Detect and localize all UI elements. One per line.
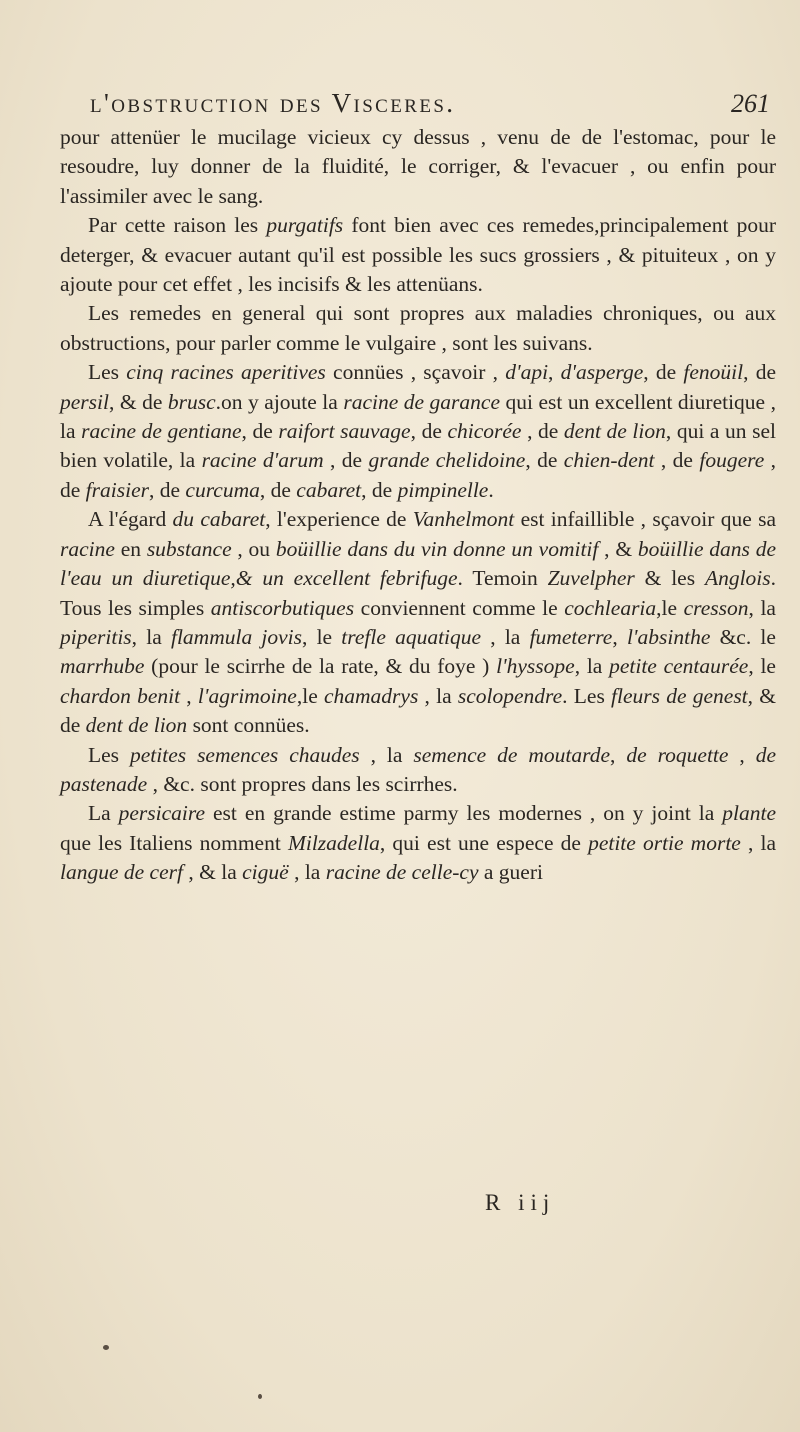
text-run: , de (743, 360, 777, 385)
italic-term: scolopendre (457, 683, 563, 708)
paragraph-p4 (60, 358, 776, 505)
italic-term: persicaire (118, 801, 206, 826)
italic-term: substance (146, 536, 232, 561)
text-run: , le (302, 624, 342, 649)
text-run: , (612, 624, 627, 649)
text-run: , la (359, 742, 414, 767)
italic-term: boüillie dans du vin donne un vomitif (275, 536, 599, 561)
text-run: font bien avec ces remedes,principalement pour deterger, & evacuer autant qu'il est possible les sucs grossiers , & pituiteux , on y ajoute pour cet effet , les incisifs & les attenüans. (60, 213, 776, 297)
text-run: La (88, 801, 119, 826)
text-run: , de (654, 448, 700, 473)
italic-term: racine de celle-cy (325, 860, 479, 885)
text-run: pour attenüer le mucilage vicieux cy dessus , venu de de l'estomac, pour le resoudre, luy donner de la fluidité, le corriger, & l'evacuer , ou enfin pour l'assimiler avec le sang. (60, 125, 776, 208)
text-run: Les remedes en general qui sont propres aux maladies chroniques, ou aux obstructions, pour parler comme le vulgaire , sont les suivans. (60, 301, 776, 355)
text-run: , de (259, 477, 297, 502)
page-number: 261 (731, 89, 770, 118)
text-run: ,le (296, 683, 324, 708)
text-run: Les (88, 742, 130, 767)
italic-term: dent de lion (563, 419, 666, 444)
italic-term: cochlearia (564, 595, 657, 620)
italic-term: boüillie dans de l'eau un diuretique,& un excellent febrifuge (60, 536, 776, 591)
italic-term: fenoüil (683, 360, 744, 385)
italic-term: Anglois (704, 566, 771, 591)
text-run: , la (288, 860, 326, 885)
text-run: , de (241, 419, 279, 444)
text-run: Par cette raison les (88, 213, 267, 238)
italic-term: l'absinthe (626, 624, 711, 649)
italic-term: raifort sauvage (278, 419, 411, 444)
text-run: &c. le (710, 624, 776, 649)
italic-term: ciguë (242, 860, 289, 885)
italic-term: d'api (505, 360, 549, 385)
text-run: , le (748, 654, 776, 679)
text-run: .on y ajoute la (215, 389, 344, 414)
paragraph-p1 (60, 123, 776, 211)
ink-spot (103, 1345, 109, 1350)
text-run: , & (598, 536, 638, 561)
italic-term: cinq racines aperitives (126, 360, 326, 385)
text-run: ,le (656, 595, 684, 620)
text-run: , &c. sont propres dans les scirrhes. (147, 771, 458, 796)
text-run: sont connües. (187, 713, 310, 738)
text-run: , ou (231, 536, 276, 561)
text-run: , l'experience de (265, 507, 413, 532)
paragraph-p6 (60, 741, 776, 800)
text-run: est en grande estime parmy les modernes , on y joint la (205, 801, 723, 826)
italic-term: d'asperge (560, 360, 644, 385)
text-run: conviennent comme le (354, 595, 565, 620)
body-text (60, 123, 776, 888)
paragraph-p2 (60, 211, 776, 299)
italic-term: petites semences chaudes (130, 742, 360, 767)
signature-mark: R iij (485, 1190, 556, 1215)
text-run: & les (634, 566, 705, 591)
italic-term: du cabaret (172, 507, 266, 532)
text-run: . Les (562, 683, 612, 708)
italic-term: chicorée (447, 419, 522, 444)
italic-term: piperitis (60, 624, 132, 649)
italic-term: fraisier (85, 477, 149, 502)
text-run: . Tous les simples (60, 566, 777, 620)
italic-term: racine d'arum (201, 448, 324, 473)
italic-term: trefle aquatique (341, 624, 482, 649)
italic-term: cabaret (296, 477, 362, 502)
text-run: , & de (108, 389, 168, 414)
italic-term: pimpinelle (397, 477, 489, 502)
text-run: , (728, 742, 756, 767)
italic-term: fleurs de genest (611, 683, 748, 708)
text-run: , de (410, 419, 448, 444)
text-run: (pour le scirrhe de la rate, & du foye ) (144, 654, 497, 679)
text-run: , de (643, 360, 684, 385)
italic-term: Zuvelpher (547, 566, 635, 591)
italic-term: semence de moutarde (413, 742, 611, 767)
running-title: l'obstruction des Visceres. (90, 88, 456, 118)
ink-spot (258, 1394, 262, 1399)
italic-term: plante (722, 801, 776, 826)
text-run: connües , sçavoir , (325, 360, 506, 385)
italic-term: curcuma (185, 477, 260, 502)
text-run: , de (525, 448, 564, 473)
italic-term: petite centaurée (609, 654, 749, 679)
text-run: qui est un excellent diuretique , la (60, 389, 776, 444)
italic-term: racine de garance (343, 389, 500, 414)
text-run: , (548, 360, 561, 385)
paragraph-p5 (60, 505, 776, 740)
italic-term: langue de cerf (60, 860, 183, 885)
text-run: a gueri (478, 860, 543, 885)
text-run: , la (418, 683, 458, 708)
italic-term: brusc (167, 389, 216, 414)
italic-term: chardon benit (60, 683, 181, 708)
italic-term: dent de lion (85, 713, 188, 738)
text-run: . (488, 477, 494, 502)
text-run: , de (521, 419, 564, 444)
italic-term: flammula jovis (170, 624, 302, 649)
text-run: A l'égard (88, 507, 173, 532)
italic-term: purgatifs (266, 213, 344, 238)
text-run: que les Italiens nomment (60, 830, 288, 855)
text-run: , la (574, 654, 610, 679)
italic-term: l'hyssope (496, 654, 575, 679)
italic-term: chien-dent (563, 448, 655, 473)
text-run: Les (88, 360, 127, 385)
text-run: , la (740, 830, 776, 855)
text-run: , la (131, 624, 171, 649)
text-run: , la (481, 624, 530, 649)
italic-term: marrhube (60, 654, 145, 679)
italic-term: antiscorbutiques (210, 595, 355, 620)
italic-term: persil (60, 389, 109, 414)
text-run: , (180, 683, 198, 708)
text-run: , & de (60, 683, 776, 738)
paragraph-p3 (60, 299, 776, 358)
italic-term: fumeterre (529, 624, 613, 649)
page-header (90, 88, 770, 119)
italic-term: Vanhelmont (412, 507, 515, 532)
italic-term: racine (60, 536, 115, 561)
italic-term: Milzadella (287, 830, 380, 855)
text-run: , de (149, 477, 186, 502)
italic-term: grande chelidoine (368, 448, 526, 473)
italic-term: cresson (683, 595, 749, 620)
text-run: , de (361, 477, 398, 502)
text-run: . Temoin (457, 566, 548, 591)
text-run: en (114, 536, 147, 561)
italic-term: chamadrys (323, 683, 419, 708)
text-run: , (610, 742, 627, 767)
text-run: , la (748, 595, 776, 620)
text-run: , & la (183, 860, 243, 885)
italic-term: de pastenade (60, 742, 776, 796)
text-run: , qui a un sel bien volatile, la (60, 419, 776, 473)
text-run: , de (60, 448, 777, 502)
italic-term: petite ortie morte (588, 830, 741, 855)
italic-term: fougere (699, 448, 765, 473)
text-run: , qui est une espece de (379, 830, 589, 855)
paragraph-p7 (60, 799, 776, 887)
italic-term: de roquette (626, 742, 729, 767)
italic-term: racine de gentiane (81, 419, 242, 444)
text-run: est infaillible , sçavoir que sa (514, 507, 776, 532)
italic-term: l'agrimoine (197, 683, 297, 708)
text-run: , de (323, 448, 369, 473)
